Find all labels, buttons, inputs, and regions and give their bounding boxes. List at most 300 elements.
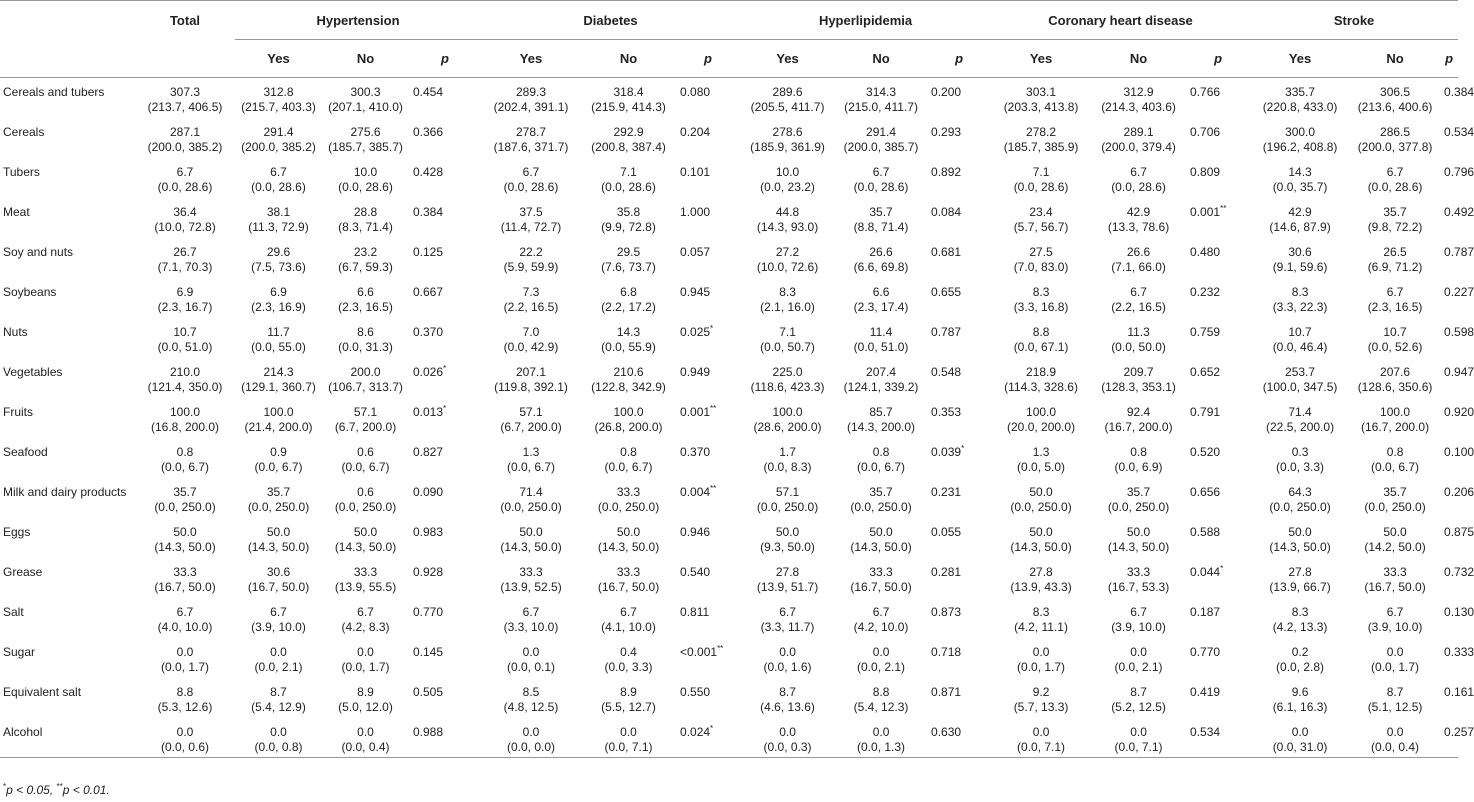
p-value: 0.025 — [680, 324, 711, 339]
yes-cell — [740, 478, 835, 518]
table-row — [0, 638, 1458, 678]
cell-interval: (4.2, 11.1) — [1014, 619, 1068, 634]
p-value-cell — [927, 278, 991, 318]
cell-value: 8.3 — [1291, 604, 1309, 619]
yes-cell — [740, 518, 835, 558]
p-value: 0.873 — [931, 604, 962, 619]
cell-value: 23.4 — [1029, 204, 1053, 219]
cell-value: 6.7 — [872, 604, 890, 619]
cell-value: 27.8 — [1288, 564, 1312, 579]
p-value: 0.044 — [1190, 564, 1221, 579]
cell-value: 50.0 — [1383, 524, 1407, 539]
no-cell — [1350, 518, 1440, 558]
cell-interval: (202.4, 391.1) — [493, 100, 569, 114]
p-value-cell — [1440, 398, 1474, 438]
table-row — [0, 558, 1458, 598]
p-value: 0.480 — [1190, 244, 1221, 259]
p-value: 0.333 — [1444, 644, 1474, 659]
cell-interval: (0.0, 28.6) — [601, 179, 656, 194]
cell-value: 26.5 — [1383, 244, 1407, 259]
cell-value: 0.0 — [1386, 724, 1404, 739]
no-cell — [1091, 238, 1186, 278]
subheader-p: p — [704, 51, 712, 66]
cell-value: 8.8 — [1032, 324, 1050, 339]
yes-cell — [235, 358, 322, 398]
no-cell — [1091, 438, 1186, 478]
no-cell — [322, 238, 409, 278]
cell-value: 0.0 — [270, 724, 287, 739]
cell-value: 57.1 — [519, 404, 543, 419]
p-value-cell — [1440, 318, 1474, 358]
cell-interval: (0.0, 46.4) — [1272, 339, 1328, 354]
cell-interval: (16.7, 50.0) — [597, 579, 660, 594]
p-value-cell — [1186, 238, 1250, 278]
cell-interval: (4.2, 10.0) — [853, 619, 909, 634]
cell-value: 35.7 — [869, 484, 893, 499]
p-value-cell — [409, 318, 481, 358]
cell-value: 0.0 — [779, 724, 796, 739]
cell-interval: (0.0, 3.3) — [604, 659, 653, 674]
cell-interval: (4.6, 13.6) — [760, 699, 815, 714]
cell-value: 0.0 — [620, 724, 637, 739]
no-cell — [322, 638, 409, 678]
yes-cell — [991, 158, 1091, 198]
p-value-cell — [927, 198, 991, 238]
yes-cell — [740, 158, 835, 198]
p-value-cell — [1440, 358, 1474, 398]
yes-cell — [1250, 558, 1350, 598]
cell-value: 278.6 — [772, 124, 803, 139]
p-value-cell — [676, 718, 740, 758]
total-cell — [135, 598, 235, 638]
p-value: 0.492 — [1444, 204, 1474, 219]
cell-interval: (5.7, 13.3) — [1013, 699, 1069, 714]
p-value-cell — [1440, 118, 1474, 158]
no-cell — [581, 318, 676, 358]
p-value: 0.505 — [413, 684, 444, 699]
cell-value: 210.0 — [169, 364, 201, 379]
total-cell — [135, 518, 235, 558]
no-cell — [581, 518, 676, 558]
cell-value: 0.0 — [357, 644, 374, 659]
cell-interval: (26.8, 200.0) — [594, 419, 663, 434]
cell-interval: (7.5, 73.6) — [251, 259, 306, 274]
yes-cell — [481, 478, 581, 518]
no-cell — [835, 358, 927, 398]
yes-cell — [235, 118, 322, 158]
cell-value: 50.0 — [1029, 484, 1053, 499]
table-row — [0, 238, 1458, 278]
cell-interval: (5.0, 12.0) — [338, 699, 393, 714]
no-cell — [322, 438, 409, 478]
p-value-cell — [409, 78, 481, 118]
no-cell — [835, 278, 927, 318]
yes-cell — [481, 238, 581, 278]
cell-value: 10.7 — [1288, 324, 1312, 339]
p-value-cell — [1186, 558, 1250, 598]
yes-cell — [1250, 598, 1350, 638]
cell-interval: (16.7, 53.3) — [1107, 579, 1170, 594]
p-value-cell — [1440, 678, 1474, 718]
footnote-text-1: p < 0.05, — [6, 783, 57, 797]
cell-interval: (9.1, 59.6) — [1272, 259, 1328, 274]
cell-value: 278.2 — [1026, 124, 1057, 139]
p-value: 0.718 — [931, 644, 962, 659]
no-cell — [322, 518, 409, 558]
p-value: 0.875 — [1444, 524, 1474, 539]
yes-cell — [1250, 638, 1350, 678]
row-label: Cereals and tubers — [3, 85, 105, 99]
cell-interval: (6.6, 69.8) — [853, 259, 909, 274]
cell-interval: (6.7, 200.0) — [334, 419, 397, 434]
cell-interval: (3.3, 16.8) — [1013, 299, 1069, 314]
significance-marker: ** — [710, 403, 717, 413]
significance-marker: * — [1220, 563, 1224, 573]
no-cell — [1091, 358, 1186, 398]
cell-value: 200.0 — [350, 364, 381, 379]
cell-value: 6.6 — [872, 284, 890, 299]
yes-cell — [481, 558, 581, 598]
cell-interval: (0.0, 3.3) — [1276, 459, 1325, 474]
cell-interval: (4.8, 12.5) — [503, 699, 559, 714]
cell-interval: (0.0, 250.0) — [247, 499, 310, 514]
table-body — [0, 78, 1474, 758]
cell-value: 0.9 — [270, 444, 287, 459]
p-value-cell — [927, 238, 991, 278]
cell-interval: (0.0, 28.6) — [1111, 179, 1166, 194]
cell-interval: (0.0, 0.1) — [507, 659, 556, 674]
subheader-p: p — [441, 51, 449, 66]
p-value: 0.353 — [931, 404, 962, 419]
cell-interval: (0.0, 67.1) — [1013, 339, 1069, 354]
subheader-yes: Yes — [1288, 51, 1312, 66]
no-cell — [1350, 398, 1440, 438]
table-row — [0, 278, 1458, 318]
cell-interval: (0.0, 51.0) — [157, 339, 213, 354]
cell-interval: (13.9, 66.7) — [1269, 579, 1331, 594]
cell-interval: (0.0, 6.7) — [1371, 459, 1420, 474]
cell-interval: (7.1, 70.3) — [157, 259, 213, 274]
cell-value: 85.7 — [869, 404, 893, 419]
header-hypertension: Hypertension — [235, 1, 481, 40]
p-value: 0.796 — [1444, 164, 1474, 179]
p-value-cell — [1186, 478, 1250, 518]
p-value: 0.787 — [1444, 244, 1474, 259]
yes-cell — [740, 718, 835, 758]
p-value-cell — [1440, 518, 1474, 558]
total-cell — [135, 158, 235, 198]
p-value-cell — [927, 398, 991, 438]
total-cell — [135, 478, 235, 518]
total-cell — [135, 678, 235, 718]
cell-interval: (0.0, 55.0) — [251, 339, 306, 354]
cell-interval: (0.0, 250.0) — [334, 499, 397, 514]
p-value: 0.384 — [413, 204, 444, 219]
row-label: Cereals — [3, 124, 45, 139]
cell-interval: (128.6, 350.6) — [1357, 379, 1433, 394]
cell-value: 26.7 — [173, 244, 197, 259]
footnote-marker-1: * — [3, 782, 7, 791]
cell-value: 6.8 — [620, 284, 637, 299]
cell-value: 50.0 — [173, 524, 197, 539]
yes-cell — [740, 318, 835, 358]
row-label: Equivalent salt — [3, 684, 82, 699]
total-cell — [135, 238, 235, 278]
cell-interval: (14.3, 50.0) — [334, 539, 397, 554]
no-cell — [322, 318, 409, 358]
p-value: 0.945 — [680, 284, 711, 299]
cell-interval: (124.1, 339.2) — [843, 379, 919, 394]
no-cell — [581, 358, 676, 398]
cell-value: 35.8 — [616, 204, 641, 219]
yes-cell — [1250, 478, 1350, 518]
no-cell — [581, 438, 676, 478]
p-value-cell — [409, 518, 481, 558]
p-value: 0.667 — [413, 284, 444, 299]
header-total: Total — [169, 12, 201, 28]
yes-cell — [991, 238, 1091, 278]
cell-value: 6.7 — [1130, 604, 1147, 619]
no-cell — [1091, 198, 1186, 238]
cell-value: 0.2 — [1291, 644, 1309, 659]
cell-interval: (14.3, 50.0) — [1269, 539, 1331, 554]
cell-value: 36.4 — [173, 204, 197, 219]
yes-cell — [481, 278, 581, 318]
no-cell — [322, 478, 409, 518]
yes-cell — [991, 318, 1091, 358]
cell-value: 289.1 — [1123, 124, 1154, 139]
yes-cell — [991, 358, 1091, 398]
cell-value: 318.4 — [613, 85, 644, 99]
p-value-cell — [409, 278, 481, 318]
p-value: 0.827 — [413, 444, 444, 459]
no-cell — [581, 598, 676, 638]
p-value-cell — [409, 398, 481, 438]
p-value: 0.630 — [931, 724, 962, 739]
p-value: 0.988 — [413, 724, 444, 739]
p-value-cell — [409, 638, 481, 678]
cell-value: 6.7 — [1386, 164, 1404, 179]
cell-interval: (5.7, 56.7) — [1013, 219, 1069, 234]
cell-interval: (5.4, 12.3) — [853, 699, 909, 714]
cell-value: 0.0 — [872, 644, 890, 659]
cell-value: 35.7 — [1126, 484, 1151, 499]
no-cell — [1350, 238, 1440, 278]
cell-value: 289.3 — [516, 85, 547, 99]
cell-interval: (4.2, 13.3) — [1272, 619, 1328, 634]
p-value: 0.811 — [680, 604, 710, 619]
p-value: 0.055 — [931, 524, 962, 539]
cell-value: 0.8 — [872, 444, 890, 459]
cell-value: 8.9 — [620, 684, 637, 699]
cell-interval: (0.0, 6.7) — [160, 459, 210, 474]
cell-interval: (0.0, 6.7) — [604, 459, 653, 474]
p-value-cell — [409, 558, 481, 598]
p-value: 0.281 — [931, 564, 962, 579]
p-value-cell — [409, 598, 481, 638]
yes-cell — [481, 678, 581, 718]
yes-cell — [1250, 318, 1350, 358]
no-cell — [835, 638, 927, 678]
cell-value: 0.8 — [1386, 444, 1404, 459]
p-value: 0.039 — [931, 444, 962, 459]
yes-cell — [740, 118, 835, 158]
cell-value: 9.6 — [1291, 684, 1309, 699]
cell-interval: (0.0, 8.3) — [763, 459, 812, 474]
footnote-text-2: p < 0.01. — [62, 783, 110, 797]
cell-value: 6.7 — [872, 164, 890, 179]
p-value: 0.101 — [680, 164, 711, 179]
p-value: 0.293 — [931, 124, 962, 139]
cell-value: 7.1 — [1032, 164, 1050, 179]
no-cell — [322, 118, 409, 158]
p-value: 0.892 — [931, 164, 962, 179]
cell-interval: (185.7, 385.9) — [1003, 139, 1079, 154]
p-value-cell — [1186, 318, 1250, 358]
cell-interval: (207.1, 410.0) — [328, 100, 403, 114]
total-cell — [135, 438, 235, 478]
yes-cell — [1250, 78, 1350, 118]
cell-value: 6.7 — [779, 604, 796, 619]
p-value-cell — [676, 118, 740, 158]
cell-interval: (4.2, 8.3) — [341, 619, 390, 634]
cell-value: 10.0 — [775, 164, 800, 179]
cell-interval: (14.3, 50.0) — [1107, 539, 1170, 554]
cell-value: 71.4 — [1288, 404, 1312, 419]
cell-value: 28.8 — [353, 204, 378, 219]
yes-cell — [991, 638, 1091, 678]
cell-interval: (0.0, 42.9) — [503, 339, 559, 354]
no-cell — [322, 598, 409, 638]
cell-interval: (10.0, 72.6) — [756, 259, 819, 274]
no-cell — [835, 558, 927, 598]
yes-cell — [740, 678, 835, 718]
cell-interval: (16.7, 50.0) — [850, 579, 912, 594]
cell-value: 37.5 — [519, 204, 543, 219]
row-label: Sugar — [3, 644, 36, 659]
cell-value: 0.0 — [1130, 724, 1147, 739]
cell-interval: (8.8, 71.4) — [853, 219, 909, 234]
table-row — [0, 78, 1458, 118]
cell-value: 207.6 — [1380, 364, 1411, 379]
p-value: 0.366 — [413, 124, 444, 139]
p-value: 0.454 — [413, 85, 444, 99]
p-value-cell — [927, 158, 991, 198]
p-value-cell — [409, 718, 481, 758]
cell-value: 8.7 — [1130, 684, 1147, 699]
subheader-p: p — [1214, 51, 1223, 66]
cell-interval: (0.0, 2.8) — [1276, 659, 1325, 674]
yes-cell — [991, 478, 1091, 518]
p-value-cell — [676, 238, 740, 278]
cell-value: 0.0 — [176, 644, 194, 659]
significance-marker: * — [443, 403, 447, 413]
cell-interval: (118.6, 423.3) — [750, 379, 825, 394]
p-value-cell — [1440, 598, 1474, 638]
cell-interval: (2.2, 17.2) — [601, 299, 656, 314]
cell-value: 8.3 — [779, 284, 796, 299]
cell-interval: (114.3, 328.6) — [1004, 379, 1078, 394]
cell-interval: (0.0, 7.1) — [1114, 739, 1163, 754]
cell-value: 253.7 — [1285, 364, 1316, 379]
cell-value: 6.7 — [270, 164, 287, 179]
significance-marker: ** — [1220, 203, 1227, 213]
p-value: 0.534 — [1444, 124, 1474, 139]
no-cell — [1091, 78, 1186, 118]
cell-value: 8.8 — [872, 684, 890, 699]
cell-value: 0.8 — [1130, 444, 1147, 459]
row-label: Soy and nuts — [3, 244, 74, 259]
p-value: 0.206 — [1444, 484, 1474, 499]
cell-value: 100.0 — [169, 404, 201, 419]
cell-value: 0.0 — [357, 724, 374, 739]
cell-value: 1.3 — [1032, 444, 1050, 459]
row-label: Alcohol — [0, 718, 135, 758]
cell-value: 292.9 — [613, 124, 644, 139]
p-value: 0.655 — [931, 284, 962, 299]
cell-interval: (0.0, 2.1) — [1114, 659, 1163, 674]
p-value-cell — [927, 518, 991, 558]
cell-interval: (200.0, 385.2) — [241, 139, 316, 154]
yes-cell — [235, 638, 322, 678]
table-row — [0, 718, 1458, 758]
cell-value: 0.0 — [872, 724, 890, 739]
cell-value: 306.5 — [1380, 85, 1411, 99]
p-value-cell — [927, 118, 991, 158]
cell-interval: (0.0, 6.7) — [507, 459, 556, 474]
cell-value: 9.2 — [1032, 684, 1050, 699]
yes-cell — [991, 558, 1091, 598]
cell-interval: (213.7, 406.5) — [147, 100, 223, 114]
p-value-cell — [676, 398, 740, 438]
no-cell — [1091, 558, 1186, 598]
subheader-blank-total — [135, 40, 235, 78]
cell-interval: (5.4, 12.9) — [251, 699, 306, 714]
cell-interval: (3.9, 10.0) — [1367, 619, 1423, 634]
p-value-cell — [927, 678, 991, 718]
header-blank — [0, 1, 135, 40]
no-cell — [835, 478, 927, 518]
p-value: 0.384 — [1444, 85, 1474, 99]
no-cell — [835, 438, 927, 478]
total-cell — [135, 358, 235, 398]
p-value: 0.871 — [931, 684, 962, 699]
cell-value: 218.9 — [1026, 364, 1057, 379]
cell-interval: (6.9, 71.2) — [1367, 259, 1423, 274]
total-cell — [135, 398, 235, 438]
yes-cell — [1250, 198, 1350, 238]
cell-value: 26.6 — [1126, 244, 1151, 259]
no-cell — [1091, 118, 1186, 158]
cell-interval: (0.0, 28.6) — [157, 179, 213, 194]
cell-interval: (196.2, 408.8) — [1262, 139, 1338, 154]
cell-value: 7.1 — [779, 324, 796, 339]
yes-cell — [740, 638, 835, 678]
cell-interval: (0.0, 1.7) — [160, 659, 210, 674]
p-value: 0.370 — [413, 324, 444, 339]
p-value: 0.759 — [1190, 324, 1221, 339]
cell-interval: (119.8, 392.1) — [494, 379, 568, 394]
row-label: Grease — [3, 564, 43, 579]
cell-interval: (200.0, 385.2) — [147, 139, 223, 154]
yes-cell — [1250, 278, 1350, 318]
p-value: 0.732 — [1444, 564, 1474, 579]
cell-value: 27.8 — [775, 564, 800, 579]
cell-interval: (0.0, 28.6) — [503, 179, 559, 194]
no-cell — [581, 158, 676, 198]
cell-value: 0.0 — [1291, 724, 1309, 739]
cell-value: 33.3 — [616, 564, 641, 579]
